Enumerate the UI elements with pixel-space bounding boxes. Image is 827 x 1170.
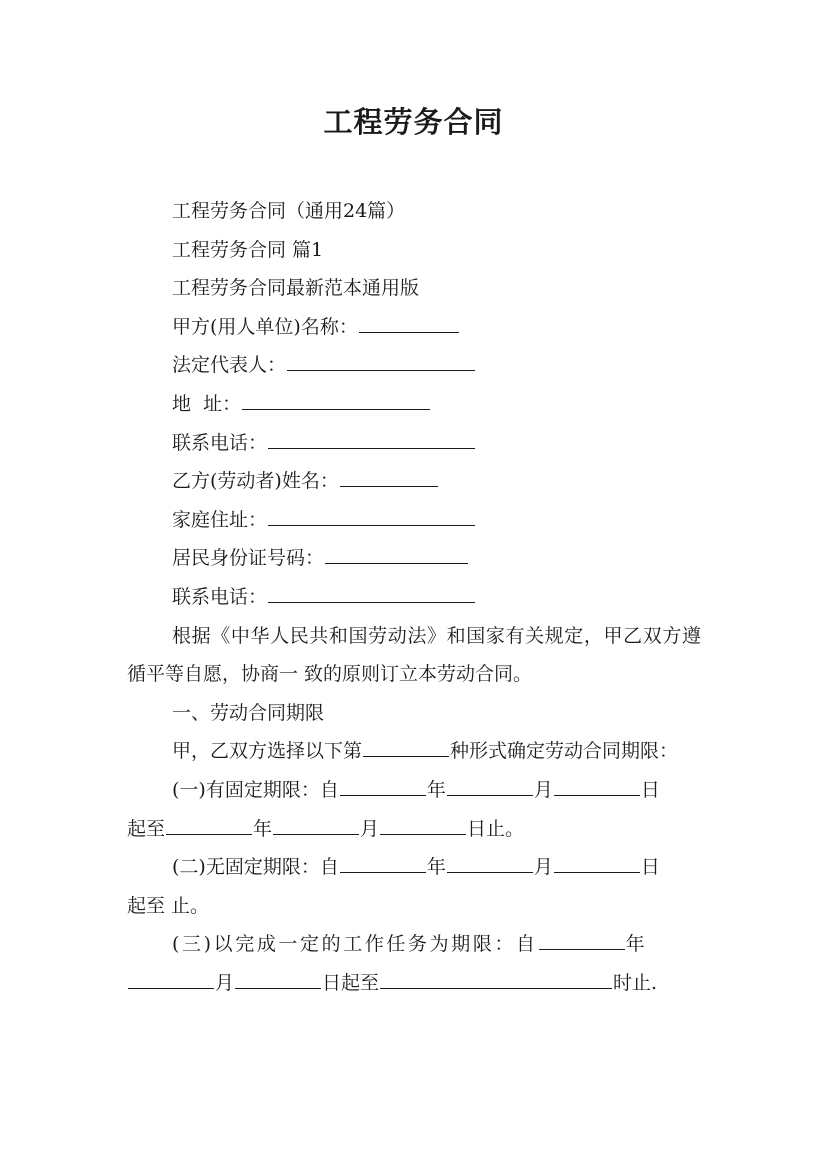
phone-a-line [127,424,701,463]
task-end-blank [380,987,612,989]
open-term-line-1 [127,848,701,887]
document-body [127,192,701,1002]
task-year-label: 年 [625,933,645,956]
select-form-text-a: 甲，乙双方选择以下第 [172,740,363,763]
fixed-year-label: 年 [426,778,446,801]
phone-b-label: 联系电话： [172,585,268,608]
fixed-end-label: 日止。 [467,817,525,840]
home-address-blank [268,524,475,526]
home-address-line [127,501,701,540]
address-line [127,385,701,424]
fixed-start-year-blank [340,794,426,796]
legal-rep-blank [287,369,475,371]
open-start-month-blank [447,871,533,873]
select-form-paragraph [127,732,701,771]
address-blank [242,408,430,410]
party-a-name-label: 甲方(用人单位)名称： [172,315,358,338]
fixed-month-label: 月 [533,778,553,801]
legal-rep-label: 法定代表人： [172,354,287,377]
open-day-label: 日 [640,856,660,879]
fixed-term-label: (一)有固定期限：自 [172,778,339,801]
party-b-name-label: 乙方(劳动者)姓名： [172,470,339,493]
home-address-label: 家庭住址： [172,508,268,531]
task-end-label: 时止. [613,971,658,994]
fixed-end-month-label: 月 [360,817,380,840]
id-number-blank [325,562,468,564]
phone-a-label: 联系电话： [172,431,268,454]
task-start-day-blank [235,987,321,989]
collection-title: 工程劳务合同（通用24篇） [172,200,406,222]
task-month-label: 月 [215,971,235,994]
party-a-name-blank [359,331,459,333]
fixed-start-month-blank [447,794,533,796]
chapter-heading: 工程劳务合同 篇1 [172,238,324,261]
task-until-label: 日起至 [322,971,380,994]
preamble-paragraph: 根据《中华人民共和国劳动法》和国家有关规定，甲乙双方遵循平等自愿，协商一 致的原则订立本劳动合同。 [127,624,701,686]
fixed-term-line-2 [127,810,701,849]
fixed-until-label: 起至 [127,817,166,840]
fixed-term-line-1 [127,771,701,810]
id-number-label: 居民身份证号码： [172,547,325,570]
phone-b-blank [268,601,475,603]
task-start-year-blank [539,948,625,950]
legal-rep-line [127,346,701,385]
section-1-heading: 一、劳动合同期限 [172,701,325,724]
task-term-line-1 [127,925,701,964]
open-term-line-2: 起至 止。 [127,894,210,917]
fixed-end-year-label: 年 [253,817,273,840]
open-month-label: 月 [533,856,553,879]
fixed-start-day-blank [554,794,640,796]
task-term-line-2 [127,964,701,1003]
contract-subtitle: 工程劳务合同最新范本通用版 [172,277,420,300]
open-year-label: 年 [426,856,446,879]
task-start-month-blank [128,987,214,989]
select-form-text-b: 种形式确定劳动合同期限： [450,740,679,763]
open-start-day-blank [554,871,640,873]
fixed-end-day-blank [380,833,466,835]
task-term-label: (三)以完成一定的工作任务为期限：自 [172,933,538,956]
fixed-end-year-blank [166,833,252,835]
fixed-end-month-blank [273,833,359,835]
phone-a-blank [268,447,475,449]
party-b-name-line [127,462,701,501]
select-form-blank [363,755,449,757]
party-b-name-blank [340,485,438,487]
fixed-day-label: 日 [640,778,660,801]
id-number-line [127,539,701,578]
open-term-label: (二)无固定期限：自 [172,856,339,879]
party-a-name-line [127,308,701,347]
open-start-year-blank [340,871,426,873]
address-label: 地 址： [172,392,242,415]
phone-b-line [127,578,701,617]
document-title: 工程劳务合同 [323,105,504,139]
